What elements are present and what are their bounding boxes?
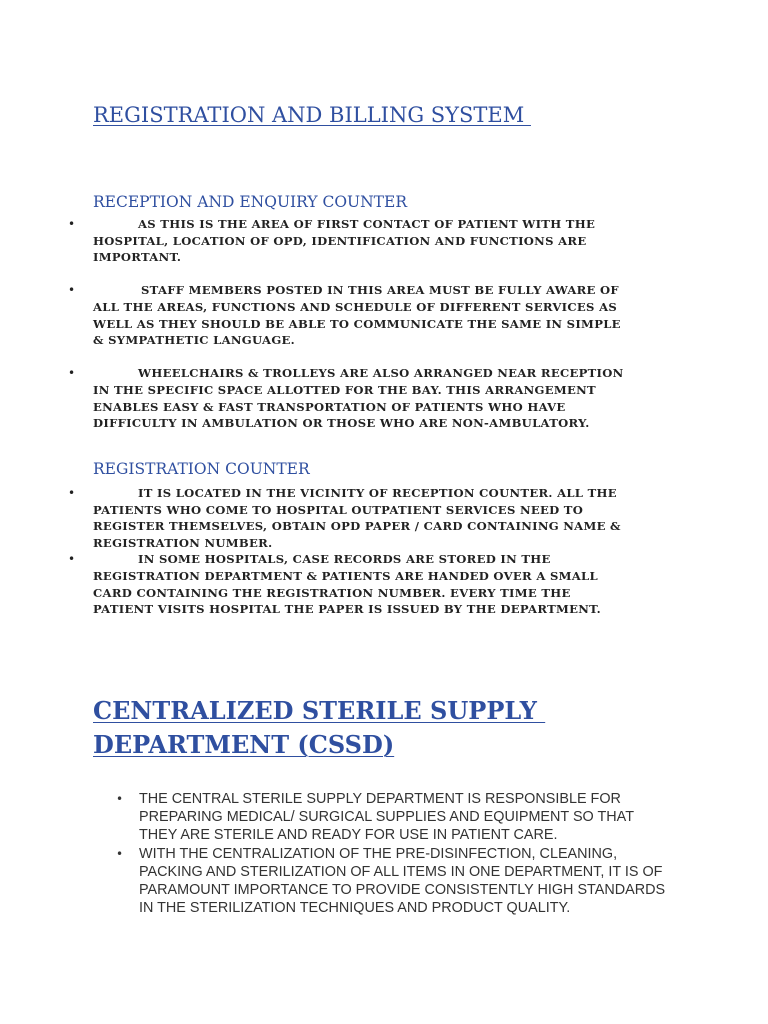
- bullet-icon: •: [68, 283, 76, 298]
- registration-bullet-text: IN SOME HOSPITALS, CASE RECORDS ARE STORED IN THE REGISTRATION DEPARTMENT & PATIENTS ARE HANDED OVER A SMALL CARD CONTAINING THE REGISTRATION NUMBER. EVERY TIME THE PATIENT VISITS HOSPITAL THE PAPER IS ISSUED BY THE DEPARTMENT.: [93, 552, 601, 617]
- bullet-icon: •: [116, 792, 124, 806]
- cssd-heading-line-1: CENTRALIZED STERILE SUPPLY: [93, 696, 546, 725]
- list-item: [0, 485, 631, 551]
- bullet-icon: •: [116, 846, 124, 861]
- reception-bullet-text: WHEELCHAIRS & TROLLEYS ARE ALSO ARRANGED NEAR RECEPTION IN THE SPECIFIC SPACE ALLOTTED FOR THE BAY. THIS ARRANGEMENT ENABLES EASY & FAST TRANSPORTATION OF PATIENTS WHO HAVE DIFFICULTY IN AMBULATION OR THOSE WHO ARE NON-AMBULATORY.: [93, 366, 624, 431]
- cssd-bullet-text: WITH THE CENTRALIZATION OF THE PRE-DISINFECTION, CLEANING, PACKING AND STERILIZATION OF ALL ITEMS IN ONE DEPARTMENT, IT IS OF PARAMOUNT IMPORTANCE TO PROVIDE CONSISTENTLY HIGH STANDARDS IN THE STERILIZATION TECHNIQUES AND PRODUCT QUALITY.: [139, 845, 666, 917]
- reception-bullet-list: [0, 216, 631, 432]
- list-item: [0, 365, 631, 431]
- bullet-icon: •: [68, 366, 76, 381]
- cssd-heading-line-2: DEPARTMENT (CSSD): [93, 730, 395, 759]
- cssd-bullet-text: THE CENTRAL STERILE SUPPLY DEPARTMENT IS RESPONSIBLE FOR PREPARING MEDICAL/ SURGICAL SUPPLIES AND EQUIPMENT SO THAT THEY ARE STERILE AND READY FOR USE IN PATIENT CARE.: [139, 791, 634, 844]
- document-title: REGISTRATION AND BILLING SYSTEM: [93, 103, 531, 127]
- bullet-icon: •: [68, 552, 76, 567]
- cssd-heading: [93, 694, 545, 762]
- reception-bullet-text: STAFF MEMBERS POSTED IN THIS AREA MUST BE FULLY AWARE OF ALL THE AREAS, FUNCTIONS AND SCHEDULE OF DIFFERENT SERVICES AS WELL AS THEY SHOULD BE ABLE TO COMMUNICATE THE SAME IN SIMPLE & SYMPATHETIC LANGUAGE.: [93, 283, 621, 348]
- registration-bullet-text: IT IS LOCATED IN THE VICINITY OF RECEPTION COUNTER. ALL THE PATIENTS WHO COME TO HOSPITAL OUTPATIENT SERVICES NEED TO REGISTER THEMSELVES, OBTAIN OPD PAPER / CARD CONTAINING NAME & REGISTRATION NUMBER.: [93, 486, 621, 550]
- registration-bullet-list: [0, 485, 631, 618]
- list-item: [0, 282, 631, 348]
- registration-heading: REGISTRATION COUNTER: [93, 460, 310, 478]
- list-item: [0, 216, 631, 266]
- reception-bullet-text: AS THIS IS THE AREA OF FIRST CONTACT OF PATIENT WITH THE HOSPITAL, LOCATION OF OPD, IDENTIFICATION AND FUNCTIONS ARE IMPORTANT.: [93, 217, 596, 265]
- reception-heading: RECEPTION AND ENQUIRY COUNTER: [93, 193, 407, 211]
- list-item: [0, 790, 671, 845]
- list-item: [0, 551, 631, 617]
- bullet-icon: •: [68, 486, 76, 500]
- cssd-bullet-list: [0, 790, 671, 917]
- list-item: [0, 845, 671, 918]
- bullet-icon: •: [68, 217, 76, 231]
